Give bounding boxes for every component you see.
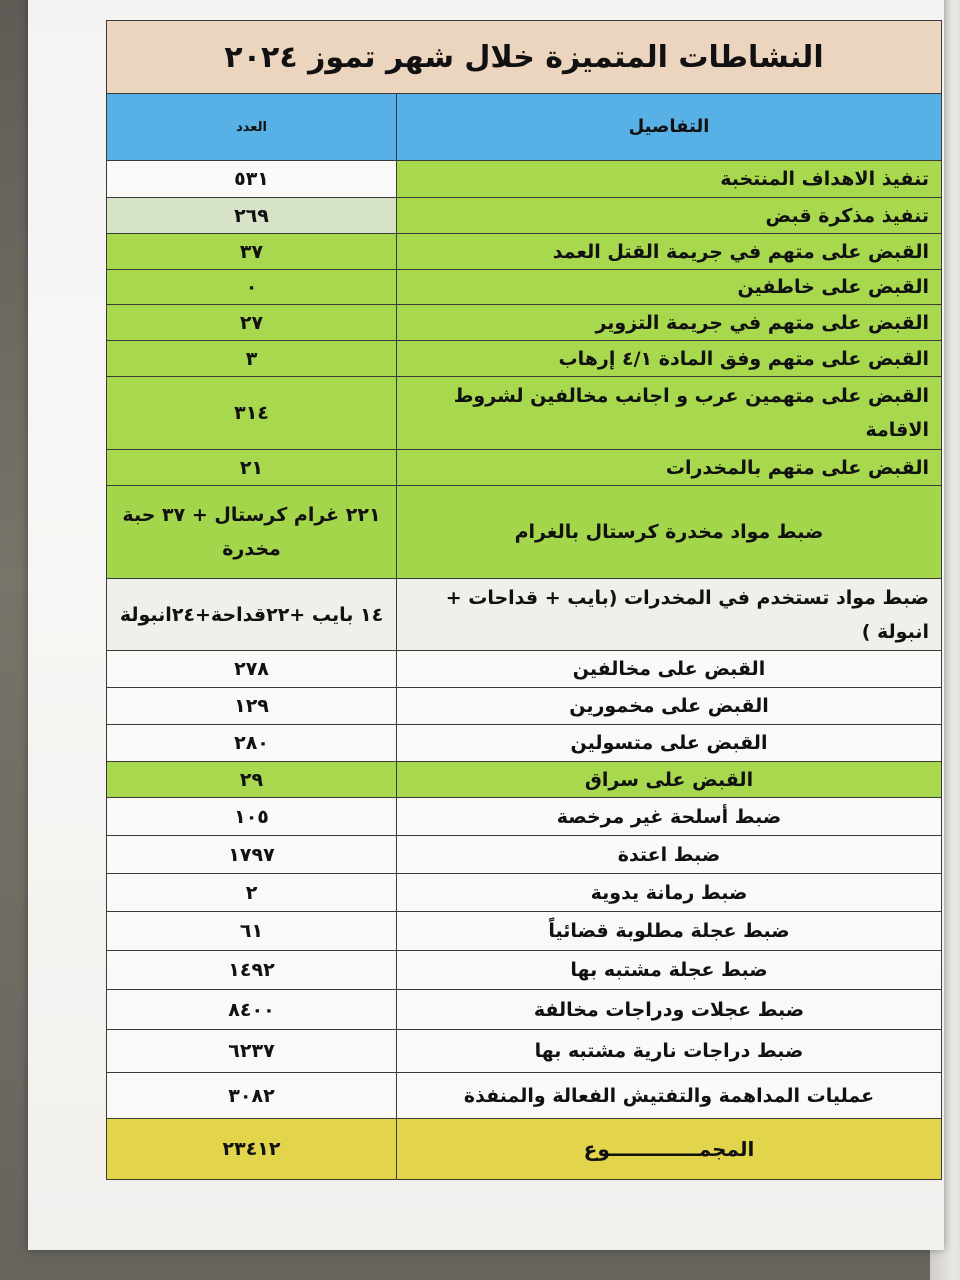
details-header: التفاصيل [397, 94, 942, 161]
row-count: ٣٠٨٢ [107, 1073, 397, 1119]
row-count: ٨٤٠٠ [107, 990, 397, 1030]
table-row [107, 161, 942, 198]
table-row [107, 688, 942, 725]
row-count: ٢٨٠ [107, 725, 397, 762]
row-count: ٥٣١ [107, 161, 397, 198]
row-detail: القبض على متهم بالمخدرات [397, 450, 942, 486]
row-detail: ضبط اعتدة [397, 836, 942, 874]
table-row [107, 651, 942, 688]
table-row [107, 579, 942, 651]
row-detail: ضبط عجلة مشتبه بها [397, 951, 942, 990]
table-row [107, 486, 942, 579]
row-count: ٣٧ [107, 234, 397, 270]
row-count: ١٤ بايب +٢٢قداحة+٢٤انبولة [107, 579, 397, 651]
row-detail: ضبط أسلحة غير مرخصة [397, 798, 942, 836]
row-detail: القبض على متهم في جريمة القتل العمد [397, 234, 942, 270]
row-count: ٢ [107, 874, 397, 912]
row-detail: القبض على متسولين [397, 725, 942, 762]
page-title: النشاطات المتميزة خلال شهر تموز ٢٠٢٤ [107, 21, 942, 94]
row-detail: القبض على سراق [397, 762, 942, 798]
table-row [107, 725, 942, 762]
table-row [107, 951, 942, 990]
table-row [107, 305, 942, 341]
row-detail: ضبط دراجات نارية مشتبه بها [397, 1030, 942, 1073]
row-count: ١٢٩ [107, 688, 397, 725]
row-count: ٢٩ [107, 762, 397, 798]
row-detail: القبض على متهم وفق المادة ٤/١ إرهاب [397, 341, 942, 377]
row-count: ٢٧٨ [107, 651, 397, 688]
row-count: ٢١ [107, 450, 397, 486]
table-row [107, 798, 942, 836]
row-detail: القبض على مخمورين [397, 688, 942, 725]
row-count: ٠ [107, 270, 397, 305]
table-row [107, 990, 942, 1030]
row-count: ١٠٥ [107, 798, 397, 836]
row-detail: القبض على مخالفين [397, 651, 942, 688]
total-row [107, 1119, 942, 1180]
row-count: ٣ [107, 341, 397, 377]
table-row [107, 874, 942, 912]
row-detail: ضبط مواد مخدرة كرستال بالغرام [397, 486, 942, 579]
row-count: ١٤٩٢ [107, 951, 397, 990]
table-row [107, 762, 942, 798]
row-detail: القبض على متهم في جريمة التزوير [397, 305, 942, 341]
row-detail: ضبط مواد تستخدم في المخدرات (بايب + قداحات + انبولة ) [397, 579, 942, 651]
row-count: ٢٧ [107, 305, 397, 341]
table-row [107, 198, 942, 234]
row-detail: ضبط عجلة مطلوبة قضائياً [397, 912, 942, 951]
row-detail: ضبط عجلات ودراجات مخالفة [397, 990, 942, 1030]
total-label: المجمـــــــــــــوع [397, 1119, 942, 1180]
table-row [107, 836, 942, 874]
total-value: ٢٣٤١٢ [107, 1119, 397, 1180]
table-row [107, 234, 942, 270]
table-row [107, 341, 942, 377]
table-row [107, 270, 942, 305]
row-count: ٦١ [107, 912, 397, 951]
row-count: ٢٦٩ [107, 198, 397, 234]
row-count: ١٧٩٧ [107, 836, 397, 874]
row-count: ٦٢٣٧ [107, 1030, 397, 1073]
row-detail: عمليات المداهمة والتفتيش الفعالة والمنفذة [397, 1073, 942, 1119]
row-detail: القبض على خاطفين [397, 270, 942, 305]
row-count: ٣١٤ [107, 377, 397, 450]
row-count: ٢٢١ غرام كرستال + ٣٧ حبة مخدرة [107, 486, 397, 579]
table-row [107, 1030, 942, 1073]
title-row [107, 21, 942, 94]
header-row [107, 94, 942, 161]
table-row [107, 1073, 942, 1119]
activities-table [106, 20, 942, 1180]
table-row [107, 377, 942, 450]
row-detail: ضبط رمانة يدوية [397, 874, 942, 912]
row-detail: تنفيذ مذكرة قبض [397, 198, 942, 234]
row-detail: تنفيذ الاهداف المنتخبة [397, 161, 942, 198]
table-row [107, 450, 942, 486]
count-header: العدد [107, 94, 397, 161]
table-row [107, 912, 942, 951]
row-detail: القبض على متهمين عرب و اجانب مخالفين لشروط الاقامة [397, 377, 942, 450]
